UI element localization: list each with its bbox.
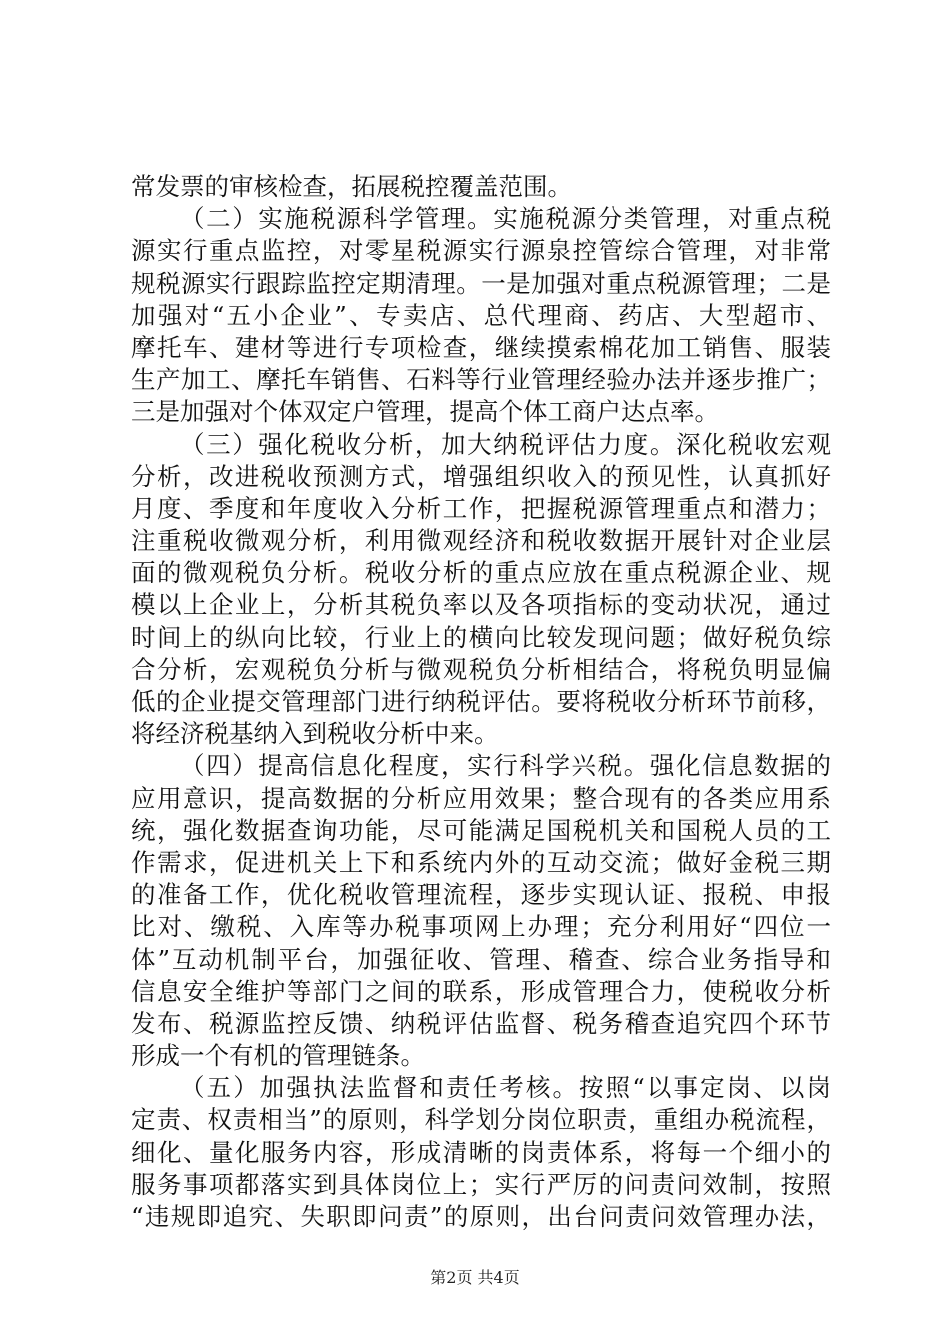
text-line: （五）加强执法监督和责任考核。按照“以事定岗、以岗 — [180, 1073, 831, 1103]
text-line: 统，强化数据查询功能，尽可能满足国税机关和国税人员的工 — [131, 815, 831, 845]
paragraph — [131, 1072, 831, 1233]
text-line: （二）实施税源科学管理。实施税源分类管理，对重点税 — [180, 204, 831, 234]
text-line: 摩托车、建材等进行专项检查，继续摸索棉花加工销售、服装 — [131, 332, 831, 362]
page-footer: 第2页 共4页 — [430, 1268, 520, 1287]
paragraph — [131, 429, 831, 751]
text-line: 将经济税基纳入到税收分析中来。 — [131, 719, 499, 749]
text-line: 生产加工、摩托车销售、石料等行业管理经验办法并逐步推广； — [131, 365, 831, 395]
text-line: 发布、税源监控反馈、纳税评估监督、税务稽查追究四个环节 — [131, 1008, 831, 1038]
text-line: 比对、缴税、入库等办税事项网上办理；充分利用好“四位一 — [131, 912, 831, 942]
paragraph — [131, 750, 831, 1072]
paragraph — [131, 203, 831, 428]
text-line: 模以上企业上，分析其税负率以及各项指标的变动状况，通过 — [131, 590, 831, 620]
text-line: 合分析，宏观税负分析与微观税负分析相结合，将税负明显偏 — [131, 654, 831, 684]
text-line: （三）强化税收分析，加大纳税评估力度。深化税收宏观 — [180, 429, 831, 459]
text-line: 的准备工作，优化税收管理流程，逐步实现认证、报税、申报 — [131, 880, 831, 910]
text-line: 三是加强对个体双定户管理，提高个体工商户达点率。 — [131, 397, 719, 427]
text-line: 加强对“五小企业”、专卖店、总代理商、药店、大型超市、 — [131, 300, 831, 330]
text-line: “违规即追究、失职即问责”的原则，出台问责问效管理办法， — [131, 1202, 831, 1231]
text-line: （四）提高信息化程度，实行科学兴税。强化信息数据的 — [180, 751, 831, 781]
paragraph — [131, 171, 831, 203]
text-line: 时间上的纵向比较，行业上的横向比较发现问题；做好税负综 — [131, 622, 831, 652]
text-line: 分析，改进税收预测方式，增强组织收入的预见性，认真抓好 — [131, 461, 831, 491]
text-line: 低的企业提交管理部门进行纳税评估。要将税收分析环节前移， — [131, 687, 831, 716]
text-line: 形成一个有机的管理链条。 — [131, 1041, 425, 1071]
text-line: 注重税收微观分析，利用微观经济和税收数据开展针对企业层 — [131, 526, 831, 556]
text-line: 源实行重点监控，对零星税源实行源泉控管综合管理，对非常 — [131, 236, 831, 266]
text-line: 常发票的审核检查，拓展税控覆盖范围。 — [131, 172, 572, 201]
text-line: 信息安全维护等部门之间的联系，形成管理合力，使税收分析 — [131, 976, 831, 1006]
text-line: 应用意识，提高数据的分析应用效果；整合现有的各类应用系 — [131, 783, 831, 813]
text-line: 体”互动机制平台，加强征收、管理、稽查、综合业务指导和 — [131, 944, 831, 974]
text-line: 定责、权责相当”的原则，科学划分岗位职责，重组办税流程， — [131, 1105, 831, 1135]
text-line: 细化、量化服务内容，形成清晰的岗责体系，将每一个细小的 — [131, 1137, 831, 1167]
document-body — [131, 171, 831, 1233]
text-line: 作需求，促进机关上下和系统内外的互动交流；做好金税三期 — [131, 847, 831, 877]
text-line: 规税源实行跟踪监控定期清理。一是加强对重点税源管理；二是 — [131, 268, 831, 298]
text-line: 服务事项都落实到具体岗位上；实行严厉的问责问效制，按照 — [131, 1169, 831, 1199]
text-line: 月度、季度和年度收入分析工作，把握税源管理重点和潜力； — [131, 493, 831, 523]
text-line: 面的微观税负分析。税收分析的重点应放在重点税源企业、规 — [131, 558, 831, 588]
